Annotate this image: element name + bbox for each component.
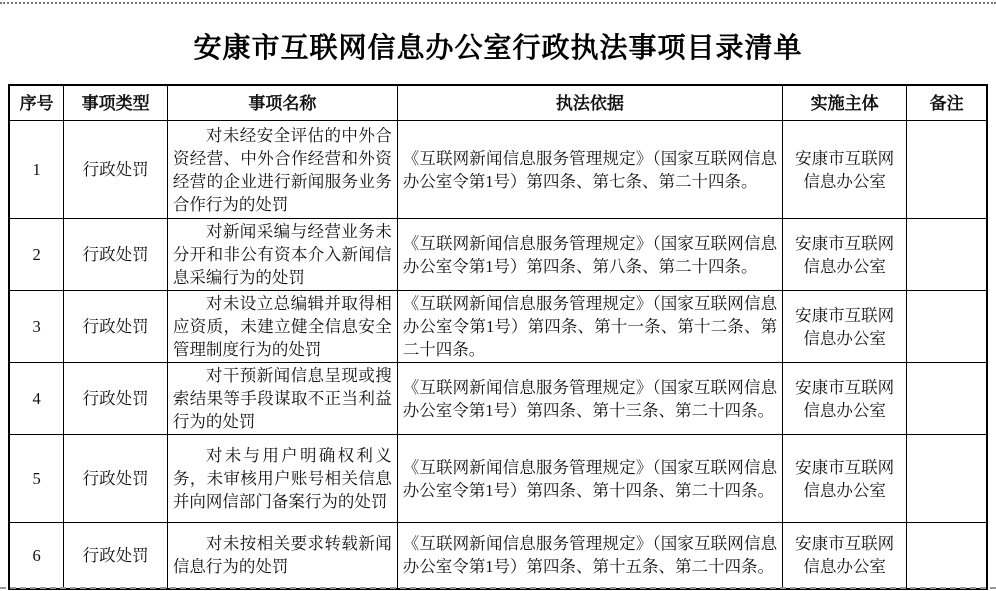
cell-basis: 《互联网新闻信息服务管理规定》（国家互联网信息办公室令第1号）第四条、第十四条、第二十四条。: [397, 435, 782, 523]
cell-remark: [907, 219, 987, 291]
cell-name: 对未按相关要求转载新闻信息行为的处罚: [167, 523, 397, 589]
table-row: [9, 291, 987, 363]
header-remark: 备注: [907, 85, 987, 121]
cell-basis: 《互联网新闻信息服务管理规定》（国家互联网信息办公室令第1号）第四条、第十一条、第十二条、第二十四条。: [397, 291, 782, 363]
cell-subject: 安康市互联网信息办公室: [783, 219, 907, 291]
cell-remark: [907, 435, 987, 523]
page-title: 安康市互联网信息办公室行政执法事项目录清单: [193, 32, 803, 63]
cell-type: 行政处罚: [64, 291, 168, 363]
header-subject: 实施主体: [783, 85, 907, 121]
header-type: 事项类型: [64, 85, 168, 121]
cell-name: 对干预新闻信息呈现或搜索结果等手段谋取不正当利益行为的处罚: [167, 363, 397, 435]
table-row: [9, 363, 987, 435]
cell-name: 对未与用户明确权利义务，未审核用户账号相关信息并向网信部门备案行为的处罚: [167, 435, 397, 523]
cell-remark: [907, 121, 987, 219]
page-break-line-bottom: [0, 587, 996, 589]
table-row: [9, 523, 987, 589]
cell-type: 行政处罚: [64, 523, 168, 589]
cell-subject: 安康市互联网信息办公室: [783, 121, 907, 219]
cell-remark: [907, 291, 987, 363]
cell-no: 6: [9, 523, 64, 589]
cell-basis: 《互联网新闻信息服务管理规定》（国家互联网信息办公室令第1号）第四条、第十三条、第二十四条。: [397, 363, 782, 435]
table-header-row: [9, 85, 987, 121]
header-basis: 执法依据: [397, 85, 782, 121]
cell-name: 对未经安全评估的中外合资经营、中外合作经营和外资经营的企业进行新闻服务业务合作行为的处罚: [167, 121, 397, 219]
cell-basis: 《互联网新闻信息服务管理规定》（国家互联网信息办公室令第1号）第四条、第八条、第二十四条。: [397, 219, 782, 291]
cell-subject: 安康市互联网信息办公室: [783, 435, 907, 523]
table-row: [9, 435, 987, 523]
table-row: [9, 219, 987, 291]
header-no: 序号: [9, 85, 64, 121]
cell-name: 对未设立总编辑并取得相应资质，未建立健全信息安全管理制度行为的处罚: [167, 291, 397, 363]
cell-remark: [907, 523, 987, 589]
cell-no: 5: [9, 435, 64, 523]
cell-subject: 安康市互联网信息办公室: [783, 363, 907, 435]
cell-subject: 安康市互联网信息办公室: [783, 523, 907, 589]
cell-type: 行政处罚: [64, 363, 168, 435]
cell-no: 1: [9, 121, 64, 219]
cell-type: 行政处罚: [64, 219, 168, 291]
cell-subject: 安康市互联网信息办公室: [783, 291, 907, 363]
table-row: [9, 121, 987, 219]
cell-no: 4: [9, 363, 64, 435]
cell-basis: 《互联网新闻信息服务管理规定》（国家互联网信息办公室令第1号）第四条、第十五条、第二十四条。: [397, 523, 782, 589]
cell-type: 行政处罚: [64, 121, 168, 219]
cell-remark: [907, 363, 987, 435]
cell-type: 行政处罚: [64, 435, 168, 523]
cell-no: 3: [9, 291, 64, 363]
cell-name: 对新闻采编与经营业务未分开和非公有资本介入新闻信息采编行为的处罚: [167, 219, 397, 291]
page-break-line-top: [0, 2, 996, 4]
cell-no: 2: [9, 219, 64, 291]
enforcement-items-table: [8, 84, 988, 590]
header-name: 事项名称: [167, 85, 397, 121]
cell-basis: 《互联网新闻信息服务管理规定》（国家互联网信息办公室令第1号）第四条、第七条、第二十四条。: [397, 121, 782, 219]
